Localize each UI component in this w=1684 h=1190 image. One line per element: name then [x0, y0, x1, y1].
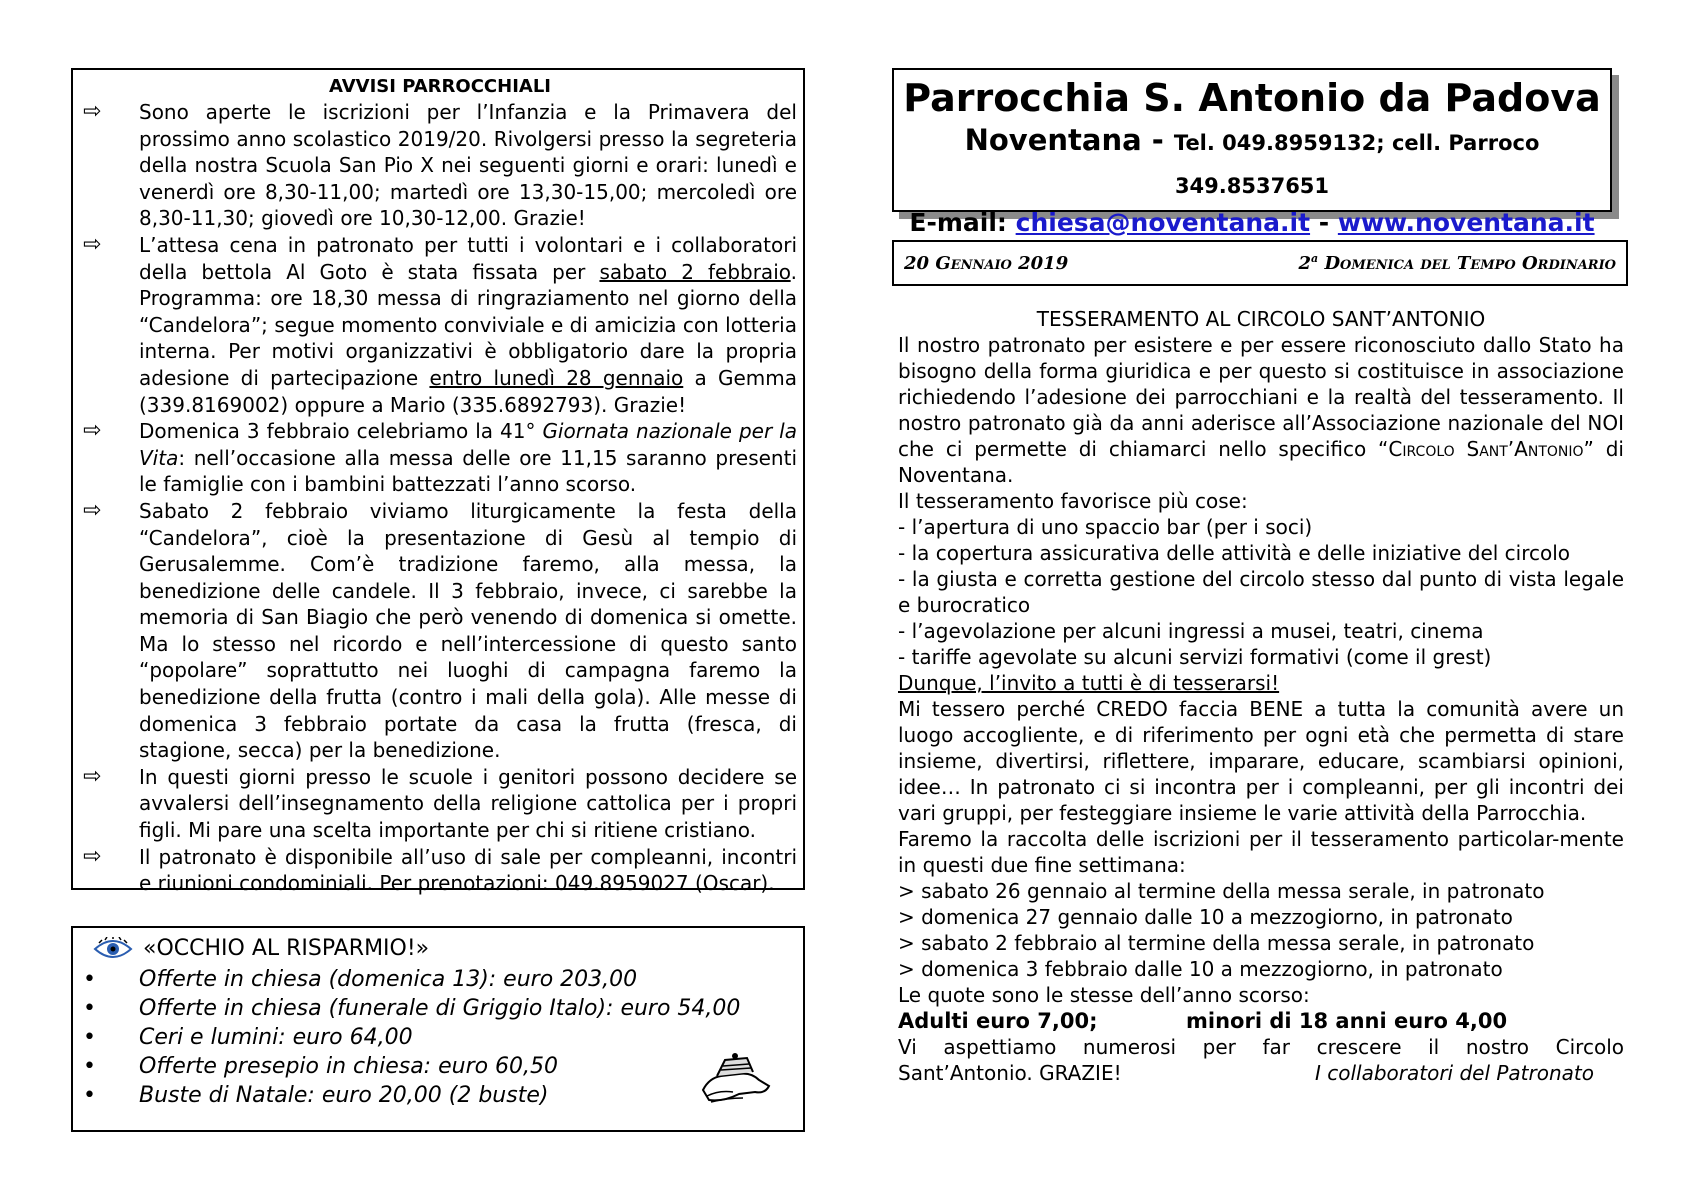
avvisi-box [71, 68, 805, 896]
article-favors: Il tesseramento favorisce più cose: [898, 489, 1248, 513]
arrow-right-icon: ⇨ [83, 843, 102, 869]
list-item: - la copertura assicurativa delle attività e delle iniziative del circolo [898, 541, 1571, 565]
date-bar [892, 240, 1628, 286]
risparmio-list [83, 965, 793, 1110]
list-item: > domenica 27 gennaio dalle 10 a mezzogiorno, in patronato [898, 905, 1513, 929]
email-link[interactable]: chiesa@noventana.it [1015, 208, 1311, 237]
tesseramento-article [898, 306, 1624, 1086]
avvisi-item-text: Domenica 3 febbraio celebriamo la 41° Giornata nazionale per la Vita: nell’occasione alla messa delle ore 11,15 saranno presenti le famiglie con i bambini battezzati l’anno scorso. [139, 419, 797, 497]
avvisi-item-text: Sabato 2 febbraio viviamo liturgicamente la festa della “Candelora”, cioè la presentazione di Gesù al tempio di Gerusalemme. Com’è tradizione faremo, alla messa, la benedizione delle candele. Il 3 febbraio, invece, ci sarebbe la memoria di San Biagio che però venendo di domenica si omette. Ma lo stesso nel ricordo e nell’intercessione di questo santo “popolare” soprattutto nei luoghi di campagna faremo la benedizione della frutta (contro i mali della gola). Alle messe di domenica 3 febbraio portate da casa la frutta (fresca, di stagione, secca) per la benedizione. [139, 498, 797, 763]
issue-date: 20 Gennaio 2019 [904, 252, 1069, 274]
arrow-right-icon: ⇨ [83, 418, 102, 444]
article-raccolta: Faremo la raccolta delle iscrizioni per il tesseramento particolar-mente in questi due fine settimana: [898, 827, 1624, 877]
avvisi-item [83, 418, 797, 498]
avvisi-item [83, 844, 797, 897]
list-item: • Offerte presepio in chiesa: euro 60,50 [83, 1054, 559, 1079]
avvisi-item-text: Il patronato è disponibile all’uso di sale per compleanni, incontri e riunioni condominiali. Per prenotazioni: 049.8959027 (Oscar). [139, 844, 797, 896]
list-item: • Offerte in chiesa (domenica 13): euro 203,00 [83, 967, 638, 992]
arrow-right-icon: ⇨ [83, 763, 102, 789]
avvisi-title: AVVISI PARROCCHIALI [329, 76, 551, 97]
price-adulti: Adulti euro 7,00; [898, 1009, 1098, 1033]
list-item: > sabato 26 gennaio al termine della messa serale, in patronato [898, 879, 1545, 903]
list-item: - la giusta e corretta gestione del circolo stesso dal punto di vista legale e burocratico [898, 567, 1624, 617]
avvisi-item-text: In questi giorni presso le scuole i genitori possono decidere se avvalersi dell’insegnamento della religione cattolica per i propri figli. Mi pare una scelta importante per chi si ritiene cristiano. [139, 764, 797, 843]
article-title: TESSERAMENTO AL CIRCOLO SANT’ANTONIO [1036, 307, 1486, 331]
risparmio-header [83, 936, 793, 961]
avvisi-item-text: Sono aperte le iscrizioni per l’Infanzia e la Primavera del prossimo anno scolastico 2019/20. Rivolgersi presso la segreteria della nostra Scuola San Pio X nei seguenti giorni e orari: lunedì e venerdì ore 8,30-11,00; martedì ore 13,30-15,00; mercoledì ore 8,30-11,30; giovedì ore 10,30-12,00. Grazie! [139, 100, 797, 231]
parish-title: Parrocchia S. Antonio da Padova [903, 76, 1601, 120]
parish-header [892, 68, 1612, 237]
article-closing: Vi aspettiamo numerosi per far crescere il nostro Circolo [898, 1035, 1624, 1059]
parish-links: E-mail: chiesa@noventana.it - www.noventana.it [909, 208, 1595, 237]
quote-intro: Le quote sono le stesse dell’anno scorso: [898, 983, 1310, 1007]
article-closing-2: Sant’Antonio. GRAZIE! [898, 1061, 1122, 1085]
signature: I collaboratori del Patronato [1314, 1061, 1594, 1085]
arrow-right-icon: ⇨ [83, 231, 102, 257]
list-item: • Ceri e lumini: euro 64,00 [83, 1025, 413, 1050]
quote-prices [898, 1008, 1624, 1034]
list-item: - l’apertura di uno spaccio bar (per i soci) [898, 515, 1313, 539]
liturgical-occasion: 2$^a$ Domenica del Tempo Ordinario [1298, 252, 1616, 274]
list-item: • Offerte in chiesa (funerale di Griggio Italo): euro 54,00 [83, 996, 741, 1021]
risparmio-box [71, 926, 805, 1132]
avvisi-item [83, 764, 797, 844]
list-item: • Buste di Natale: euro 20,00 (2 buste) [83, 1083, 549, 1108]
parish-contacts: Noventana - Tel. 049.8959132; cell. Parroco 349.8537651 [964, 123, 1540, 198]
article-intro: Il nostro patronato per esistere e per essere riconosciuto dallo Stato ha bisogno della forma giuridica e per questo si costituisce in associazione richiedendo l’adesione dei parrocchiani e la realtà del tesseramento. Il nostro patronato già da anni aderisce all’Associazione nazionale del NOI che ci permette di chiamarci nello specifico “Circolo Sant’Antonio” di Noventana. [898, 333, 1624, 487]
article-credo: Mi tessero perché CREDO faccia BENE a tutta la comunità avere un luogo accogliente, e di riferimento per ogni età che permetta di stare insieme, divertirsi, riflettere, imparare, educare, scambiarsi opinioni, idee… In patronato ci si incontra per i compleanni, per gli incontri dei vari gruppi, per festeggiare insieme le varie attività della Parrocchia. [898, 697, 1624, 825]
avvisi-item [83, 232, 797, 418]
list-item: > domenica 3 febbraio dalle 10 a mezzogiorno, in patronato [898, 957, 1503, 981]
price-minori: minori di 18 anni euro 4,00 [1186, 1009, 1508, 1033]
eye-icon [93, 937, 133, 961]
article-signature-row [898, 1060, 1624, 1086]
list-item: - tariffe agevolate su alcuni servizi formativi (come il grest) [898, 645, 1492, 669]
article-invite: Dunque, l’invito a tutti è di tesserarsi! [898, 671, 1280, 695]
avvisi-item-text: L’attesa cena in patronato per tutti i volontari e i collaboratori della bettola Al Goto è stata fissata per sabato 2 febbraio. Programma: ore 18,30 messa di ringraziamento nel giorno della “Candelora”; segue momento conviviale e di amicizia con lotteria interna. Per motivi organizzativi è obbligatorio dare la propria adesione di partecipazione entro lunedì 28 gennaio a Gemma (339.8169002) oppure a Mario (335.6892793). Grazie! [139, 232, 797, 417]
arrow-right-icon: ⇨ [83, 99, 102, 124]
list-item: - l’agevolazione per alcuni ingressi a musei, teatri, cinema [898, 619, 1484, 643]
avvisi-item [83, 498, 797, 764]
list-item: > sabato 2 febbraio al termine della messa serale, in patronato [898, 931, 1535, 955]
arrow-right-icon: ⇨ [83, 497, 102, 523]
avvisi-item [83, 99, 797, 232]
offering-hands-icon [699, 1050, 773, 1108]
website-link[interactable]: www.noventana.it [1337, 208, 1595, 237]
risparmio-title: «OCCHIO AL RISPARMIO!» [143, 936, 430, 961]
